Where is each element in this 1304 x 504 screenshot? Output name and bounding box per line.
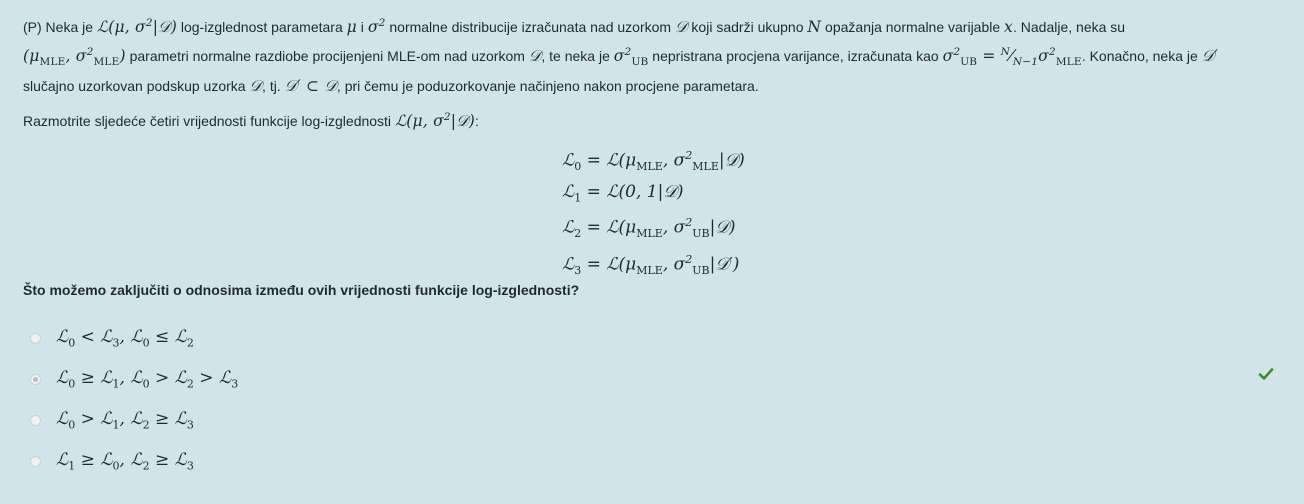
equation-l2: ℒ$_2$ = $ℒ(\mu_{MLE}$, $\sigma^2_{UB}|𝒟$) (562, 216, 736, 241)
checkmark-icon (1258, 366, 1274, 382)
question-text: Što možemo zaključiti o odnosima između ovih vrijednosti funkcije log-izglednosti? (23, 282, 580, 298)
intro-text: opažanja normalne varijable (821, 19, 1005, 36)
question-intro (23, 11, 1285, 99)
equation-l1: ℒ$_1$ = ℒ(0, 1|𝒟) (562, 181, 684, 204)
intro-text: (P) Neka je (23, 19, 97, 36)
option-label: ℒ$_1$ ≥ ℒ$_0$, ℒ$_2$ ≥ ℒ$_3$ (56, 449, 194, 473)
radio-button[interactable] (30, 415, 41, 426)
intro-text: , pri čemu je poduzorkovanje načinjeno nakon procjene parametara. (336, 78, 759, 95)
subset-symbol: 𝒟′ (1201, 46, 1218, 65)
answer-option-1[interactable] (30, 325, 194, 351)
answer-option-2[interactable] (30, 366, 238, 392)
intro-text: . Konačno, neka je (1081, 47, 1202, 64)
dataset-symbol: 𝒟 (249, 77, 263, 96)
mu-symbol: μ (346, 18, 357, 37)
intro-text: , tj. (262, 78, 285, 95)
x-symbol: x (1004, 18, 1013, 37)
consider-suffix: : (475, 113, 479, 130)
intro-text: koji sadrži ukupno (687, 19, 808, 36)
likelihood-expression: ℒ(μ, $\sigma^2|𝒟$) (96, 17, 177, 37)
answer-option-3[interactable] (30, 407, 194, 433)
radio-button-selected[interactable] (30, 374, 41, 385)
option-label: ℒ$_0$ ≥ ℒ$_1$, ℒ$_0$ > ℒ$_2$ > ℒ$_3$ (56, 367, 239, 391)
consider-label: Razmotrite sljedeće četiri vrijednosti funkcije log-izglednosti (23, 113, 395, 130)
intro-text: nepristrana procjena varijance, izračunata kao (648, 47, 943, 64)
intro-text: , te neka je (541, 47, 614, 64)
sigma-squared-symbol: $\sigma^2$ (367, 17, 386, 37)
likelihood-expression: ℒ(μ, $\sigma^2|𝒟$) (394, 111, 475, 131)
answer-option-4[interactable] (30, 448, 194, 474)
intro-text: normalne distribucije izračunata nad uzorkom (385, 19, 675, 36)
intro-text: slučajno uzorkovan podskup uzorka (23, 78, 250, 95)
intro-text: log-izglednost parametara (176, 19, 347, 36)
equation-l3: ℒ$_3$ = $ℒ(\mu_{MLE}$, $\sigma^2_{UB}|𝒟'$) (562, 252, 740, 278)
intro-text: parametri normalne razdiobe procijenjeni MLE-om nad uzorkom (125, 47, 529, 64)
sigma-ub-symbol: $\sigma^2_{UB}$ (613, 45, 649, 68)
dataset-symbol: 𝒟 (528, 46, 542, 65)
equations-block (562, 143, 745, 284)
n-symbol: N (807, 18, 822, 37)
ub-formula: $\sigma^2_{UB}$ = $^N⁄_{N-1}\sigma^2_{MLE}$ (942, 45, 1082, 68)
equation-l0: ℒ$_0$ = $ℒ(\mu_{MLE}$, $\sigma^2_{MLE}|𝒟$) (562, 149, 745, 174)
consider-text (23, 106, 479, 132)
radio-button[interactable] (30, 333, 41, 344)
option-label: ℒ$_0$ > ℒ$_1$, ℒ$_2$ ≥ ℒ$_3$ (56, 408, 194, 432)
intro-text: i (356, 19, 368, 36)
mle-parameters: ($\mu_{MLE}$, $\sigma^2_{MLE}$) (23, 45, 126, 68)
radio-button[interactable] (30, 456, 41, 467)
option-label: ℒ$_0$ < ℒ$_3$, ℒ$_0$ ≤ ℒ$_2$ (56, 326, 194, 350)
intro-text: . Nadalje, neka su (1013, 19, 1126, 36)
dataset-symbol: 𝒟 (674, 18, 688, 37)
subset-expression: 𝒟′ ⊂ 𝒟 (284, 77, 337, 96)
